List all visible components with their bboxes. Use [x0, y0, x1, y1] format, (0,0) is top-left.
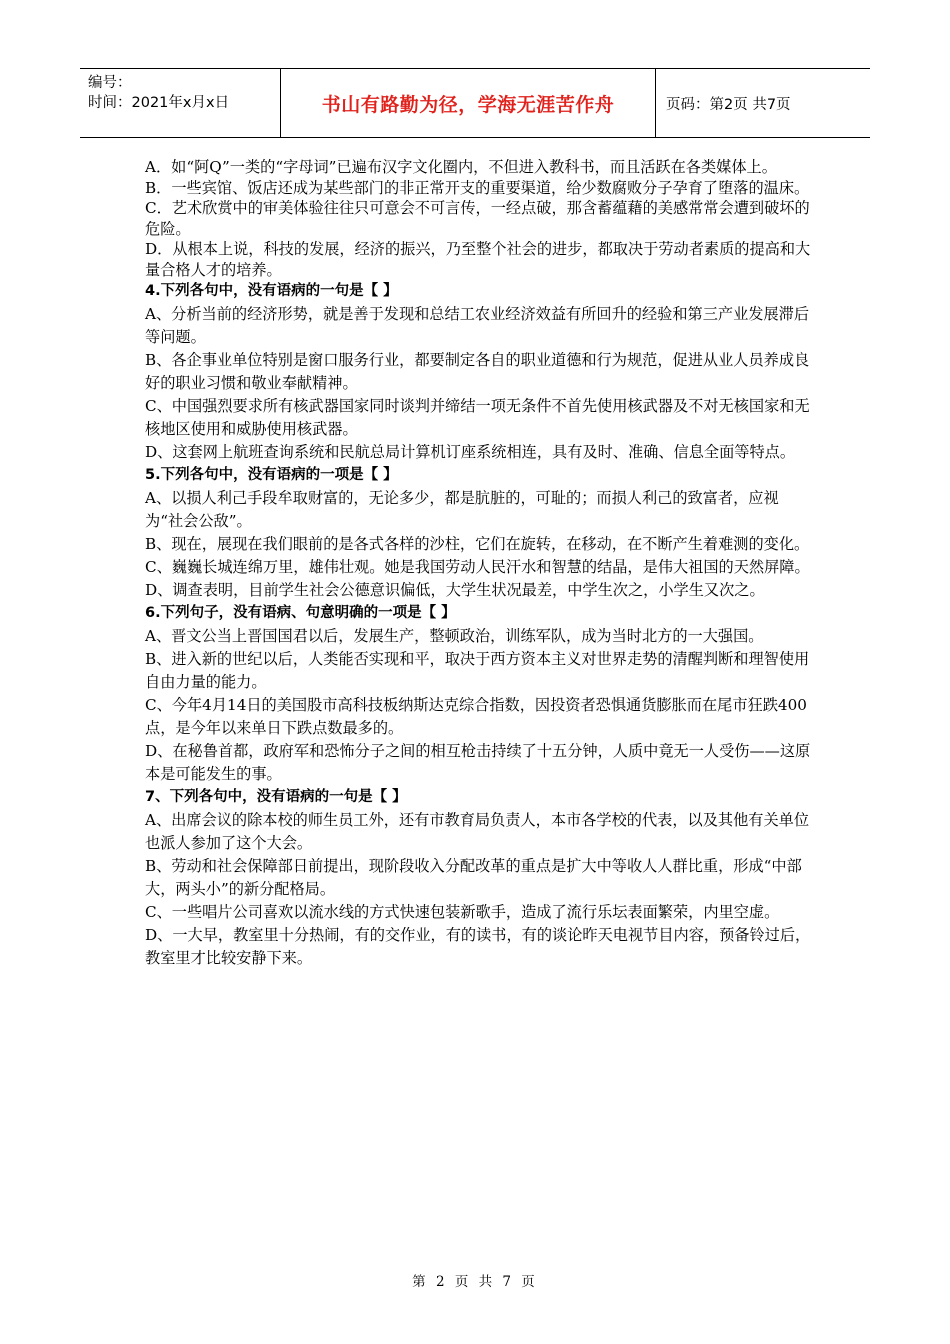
q6-option-d: D、在秘鲁首都，政府军和恐怖分子之间的相互枪击持续了十五分钟，人质中竟无一人受伤——这原本是可能发生的事。 — [145, 742, 811, 783]
q3-option-b: B．一些宾馆、饭店还成为某些部门的非正常开支的重要渠道，给少数腐败分子孕育了堕落的温床。 — [145, 178, 810, 197]
q5-option-b: B、现在，展现在我们眼前的是各式各样的沙柱，它们在旋转，在移动，在不断产生着难测的变化。 — [145, 535, 810, 553]
motto-text: 书山有路勤为径，学海无涯苦作舟 — [321, 93, 615, 116]
q6-title: 6.下列句子，没有语病、句意明确的一项是【 】 — [145, 605, 456, 621]
q4-title: 4.下列各句中，没有语病的一句是【 】 — [145, 283, 398, 299]
q7-title: 7、下列各句中，没有语病的一句是【 】 — [145, 789, 407, 805]
q4-option-a: A、分析当前的经济形势，就是善于发现和总结工农业经济效益有所回升的经验和第三产业发展滞后等问题。 — [145, 305, 810, 346]
page-header — [80, 68, 870, 138]
q5-option-c: C、巍巍长城连绵万里，雄伟壮观。她是我国劳动人民汗水和智慧的结晶，是伟大祖国的天然屏障。 — [145, 558, 810, 576]
q7-option-c: C、一些唱片公司喜欢以流水线的方式快速包装新歌手，造成了流行乐坛表面繁荣，内里空虚。 — [145, 903, 780, 921]
q6-option-a: A、晋文公当上晋国国君以后，发展生产，整顿政治，训练军队，成为当时北方的一大强国。 — [145, 627, 764, 645]
serial-label: 编号： — [88, 75, 132, 91]
document-body — [145, 157, 813, 970]
page-info: 页码：第2页 共7页 — [666, 96, 791, 113]
header-page-cell — [656, 69, 870, 137]
q3-option-c: C．艺术欣赏中的审美体验往往只可意会不可言传，一经点破，那含蓄蕴藉的美感常常会遭到破坏的危险。 — [145, 199, 810, 238]
q3-option-d: D．从根本上说，科技的发展，经济的振兴，乃至整个社会的进步，都取决于劳动者素质的提高和大量合格人才的培养。 — [145, 240, 811, 279]
header-left-cell — [80, 69, 281, 137]
q7-option-d: D、一大早，教室里十分热闹，有的交作业，有的读书，有的谈论昨天电视节目内容，预备铃过后，教室里才比较安静下来。 — [145, 926, 811, 967]
page-footer: 第 2 页 共 7 页 — [412, 1274, 538, 1290]
q5-option-a: A、以损人利己手段牟取财富的，无论多少，都是肮脏的，可耻的；而损人利己的致富者，应视为“社会公敌”。 — [145, 489, 779, 530]
time-label: 时间：2021年x月x日 — [88, 95, 230, 111]
q4-option-d: D、这套网上航班查询系统和民航总局计算机订座系统相连，具有及时、准确、信息全面等特点。 — [145, 443, 796, 461]
q7-option-b: B、劳动和社会保障部日前提出，现阶段收入分配改革的重点是扩大中等收人人群比重，形成“中部大，两头小”的新分配格局。 — [145, 857, 802, 898]
q4-option-b: B、各企事业单位特别是窗口服务行业，都要制定各自的职业道德和行为规范，促进从业人员养成良好的职业习惯和敬业奉献精神。 — [145, 351, 810, 392]
q4-option-c: C、中国强烈要求所有核武器国家同时谈判并缔结一项无条件不首先使用核武器及不对无核国家和无核地区使用和威胁使用核武器。 — [145, 397, 810, 438]
q7-option-a: A、出席会议的除本校的师生员工外，还有市教育局负责人，本市各学校的代表，以及其他有关单位也派人参加了这个大会。 — [145, 811, 810, 852]
header-motto-cell — [281, 69, 656, 137]
q6-option-b: B、进入新的世纪以后，人类能否实现和平，取决于西方资本主义对世界走势的清醒判断和理智使用自由力量的能力。 — [145, 650, 810, 691]
q5-title: 5.下列各句中，没有语病的一项是【 】 — [145, 467, 398, 483]
q3-option-a: A．如“阿Q”一类的“字母词”已遍布汉字文化圈内，不但进入教科书，而且活跃在各类媒体上。 — [145, 158, 777, 176]
q5-option-d: D、调查表明，目前学生社会公德意识偏低，大学生状况最差，中学生次之，小学生又次之。 — [145, 581, 765, 599]
q6-option-c: C、今年4月14日的美国股市高科技板纳斯达克综合指数，因投资者恐惧通货膨胀而在尾市狂跌400点，是今年以来单日下跌点数最多的。 — [145, 696, 807, 737]
